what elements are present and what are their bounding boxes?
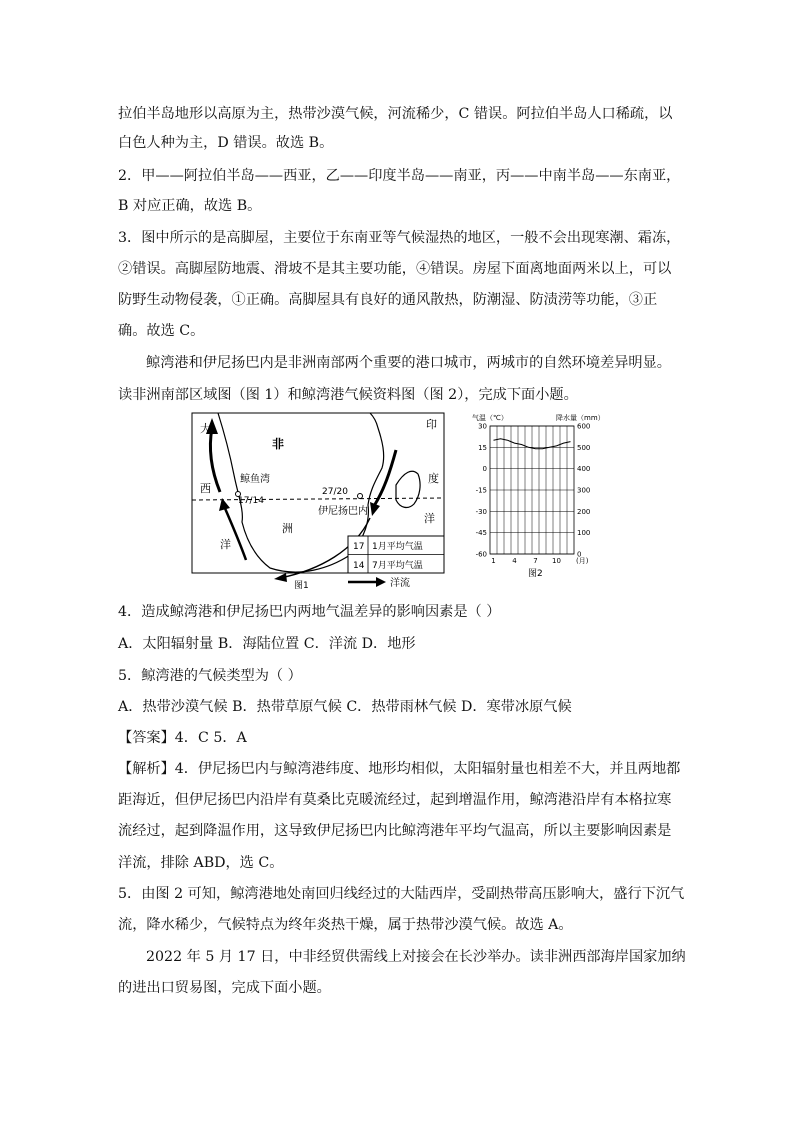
paragraph-line: 白色人种为主，D 错误。故选 B。 (118, 135, 334, 151)
chart-left-tick-label: 0 (482, 465, 487, 474)
chart-right-ticks (577, 423, 590, 559)
chart-x-unit-label: (月) (576, 557, 589, 565)
question-4: 4．造成鲸湾港和伊尼扬巴内两地气温差异的影响因素是（ ） (118, 604, 501, 620)
legend-label: 17 (353, 542, 365, 552)
map-label: 27/20 (322, 487, 348, 497)
analysis-line: 流经过，起到降温作用，这导致伊尼扬巴内比鲸湾港年平均气温高，所以主要影响因素是 (118, 823, 672, 839)
chart-left-tick-label: 15 (478, 443, 487, 452)
paragraph-line: B 对应正确，故选 B。 (118, 198, 262, 214)
map-label: 洋 (220, 538, 231, 551)
chart-left-tick-label: -15 (475, 486, 487, 495)
chart-left-ticks (476, 423, 487, 559)
chart-left-tick-label: -45 (475, 529, 487, 538)
paragraph-line: 2．甲——阿拉伯半岛——西亚，乙——印度半岛——南亚，丙——中南半岛——东南亚， (118, 168, 681, 184)
legend-current-arrowhead (376, 577, 386, 587)
map-label: 17/14 (238, 496, 264, 506)
chart-x-tick-label: 4 (512, 557, 517, 565)
chart-right-tick-label: 500 (577, 443, 591, 452)
map-label: 非 (272, 437, 285, 451)
legend-label: 14 (353, 561, 365, 571)
map-label: 伊尼扬巴内 (318, 506, 368, 517)
legend-label: 7月平均气温 (372, 561, 423, 571)
paragraph-line: 的进出口贸易图，完成下面小题。 (118, 980, 331, 996)
map-label: 鲸鱼湾 (240, 474, 270, 485)
map-label: 度 (428, 472, 439, 485)
chart-left-tick-label: -30 (475, 507, 487, 516)
chart-right-tick-label: 400 (577, 465, 591, 474)
paragraph-line: 鲸湾港和伊尼扬巴内是非洲南部两个重要的港口城市，两城市的自然环境差异明显。 (146, 355, 671, 371)
paragraph-line: 确。故选 C。 (118, 323, 205, 339)
chart-x-tick-label: 7 (533, 557, 538, 565)
climate-chart (472, 413, 605, 579)
analysis-line: 【解析】4．伊尼扬巴内与鲸湾港纬度、地形均相似，太阳辐射量也相差不大，并且两地都 (118, 761, 681, 777)
current-arrowhead (274, 573, 287, 582)
question-4-options: A．太阳辐射量 B．海陆位置 C．洋流 D．地形 (118, 636, 416, 652)
chart-grid (490, 426, 574, 554)
chart-x-ticks (491, 557, 588, 565)
question-5: 5．鲸湾港的气候类型为（ ） (118, 668, 302, 684)
paragraph-line: 拉伯半岛地形以高原为主，热带沙漠气候，河流稀少，C 错误。阿拉伯半岛人口稀疏，以 (118, 106, 673, 122)
chart-caption: 图2 (528, 569, 543, 579)
map-label: 大 (200, 422, 211, 435)
chart-right-tick-label: 200 (577, 507, 591, 516)
map-figure (190, 410, 610, 595)
chart-axis-title: 气温（℃） (472, 414, 508, 422)
chart-right-tick-label: 0 (577, 550, 582, 559)
chart-x-tick-label: 1 (491, 557, 496, 565)
paragraph-line: 读非洲南部区域图（图 1）和鲸湾港气候资料图（图 2），完成下面小题。 (118, 387, 578, 403)
figure-area (190, 410, 610, 595)
chart-right-tick-label: 300 (577, 486, 591, 495)
inhambane-point (358, 494, 363, 499)
chart-right-tick-label: 600 (577, 422, 591, 431)
map-label: 洋 (424, 512, 435, 525)
chart-axis-title: 降水量（mm） (556, 414, 605, 422)
chart-right-tick-label: 100 (577, 529, 591, 538)
question-5-options: A．热带沙漠气候 B．热带草原气候 C．热带雨林气候 D．寒带冰原气候 (118, 699, 572, 715)
legend-label: 1月平均气温 (372, 542, 423, 552)
map-label: 西 (200, 482, 211, 495)
map-label: 洲 (282, 522, 293, 535)
analysis-line: 5．由图 2 可知，鲸湾港地处南回归线经过的大陆西岸，受副热带高压影响大，盛行下沉气 (118, 886, 685, 902)
chart-x-tick-label: 10 (552, 557, 561, 565)
paragraph-line: ②错误。高脚屋防地震、滑坡不是其主要功能，④错误。房屋下面离地面两米以上，可以 (118, 261, 672, 277)
legend-label: 洋流 (390, 578, 410, 589)
map-legend (348, 536, 444, 573)
analysis-line: 距海近，但伊尼扬巴内沿岸有莫桑比克暖流经过，起到增温作用，鲸湾港沿岸有本格拉寒 (118, 792, 672, 808)
chart-left-tick-label: -60 (475, 550, 487, 559)
map-label: 印 (426, 418, 437, 431)
answer: 【答案】4．C 5．A (118, 730, 247, 746)
paragraph-line: 防野生动物侵袭，①正确。高脚屋具有良好的通风散热，防潮湿、防渍涝等功能，③正 (118, 292, 658, 308)
analysis-line: 流，降水稀少，气候特点为终年炎热干燥，属于热带沙漠气候。故选 A。 (118, 917, 573, 933)
analysis-line: 洋流，排除 ABD，选 C。 (118, 855, 284, 871)
map-caption: 图1 (294, 581, 309, 591)
paragraph-line: 2022 年 5 月 17 日，中非经贸供需线上对接会在长沙举办。读非洲西部海岸国家加纳 (146, 949, 686, 965)
chart-left-tick-label: 30 (478, 422, 487, 431)
paragraph-line: 3．图中所示的是高脚屋，主要位于东南亚等气候湿热的地区，一般不会出现寒潮、霜冻， (118, 230, 681, 246)
